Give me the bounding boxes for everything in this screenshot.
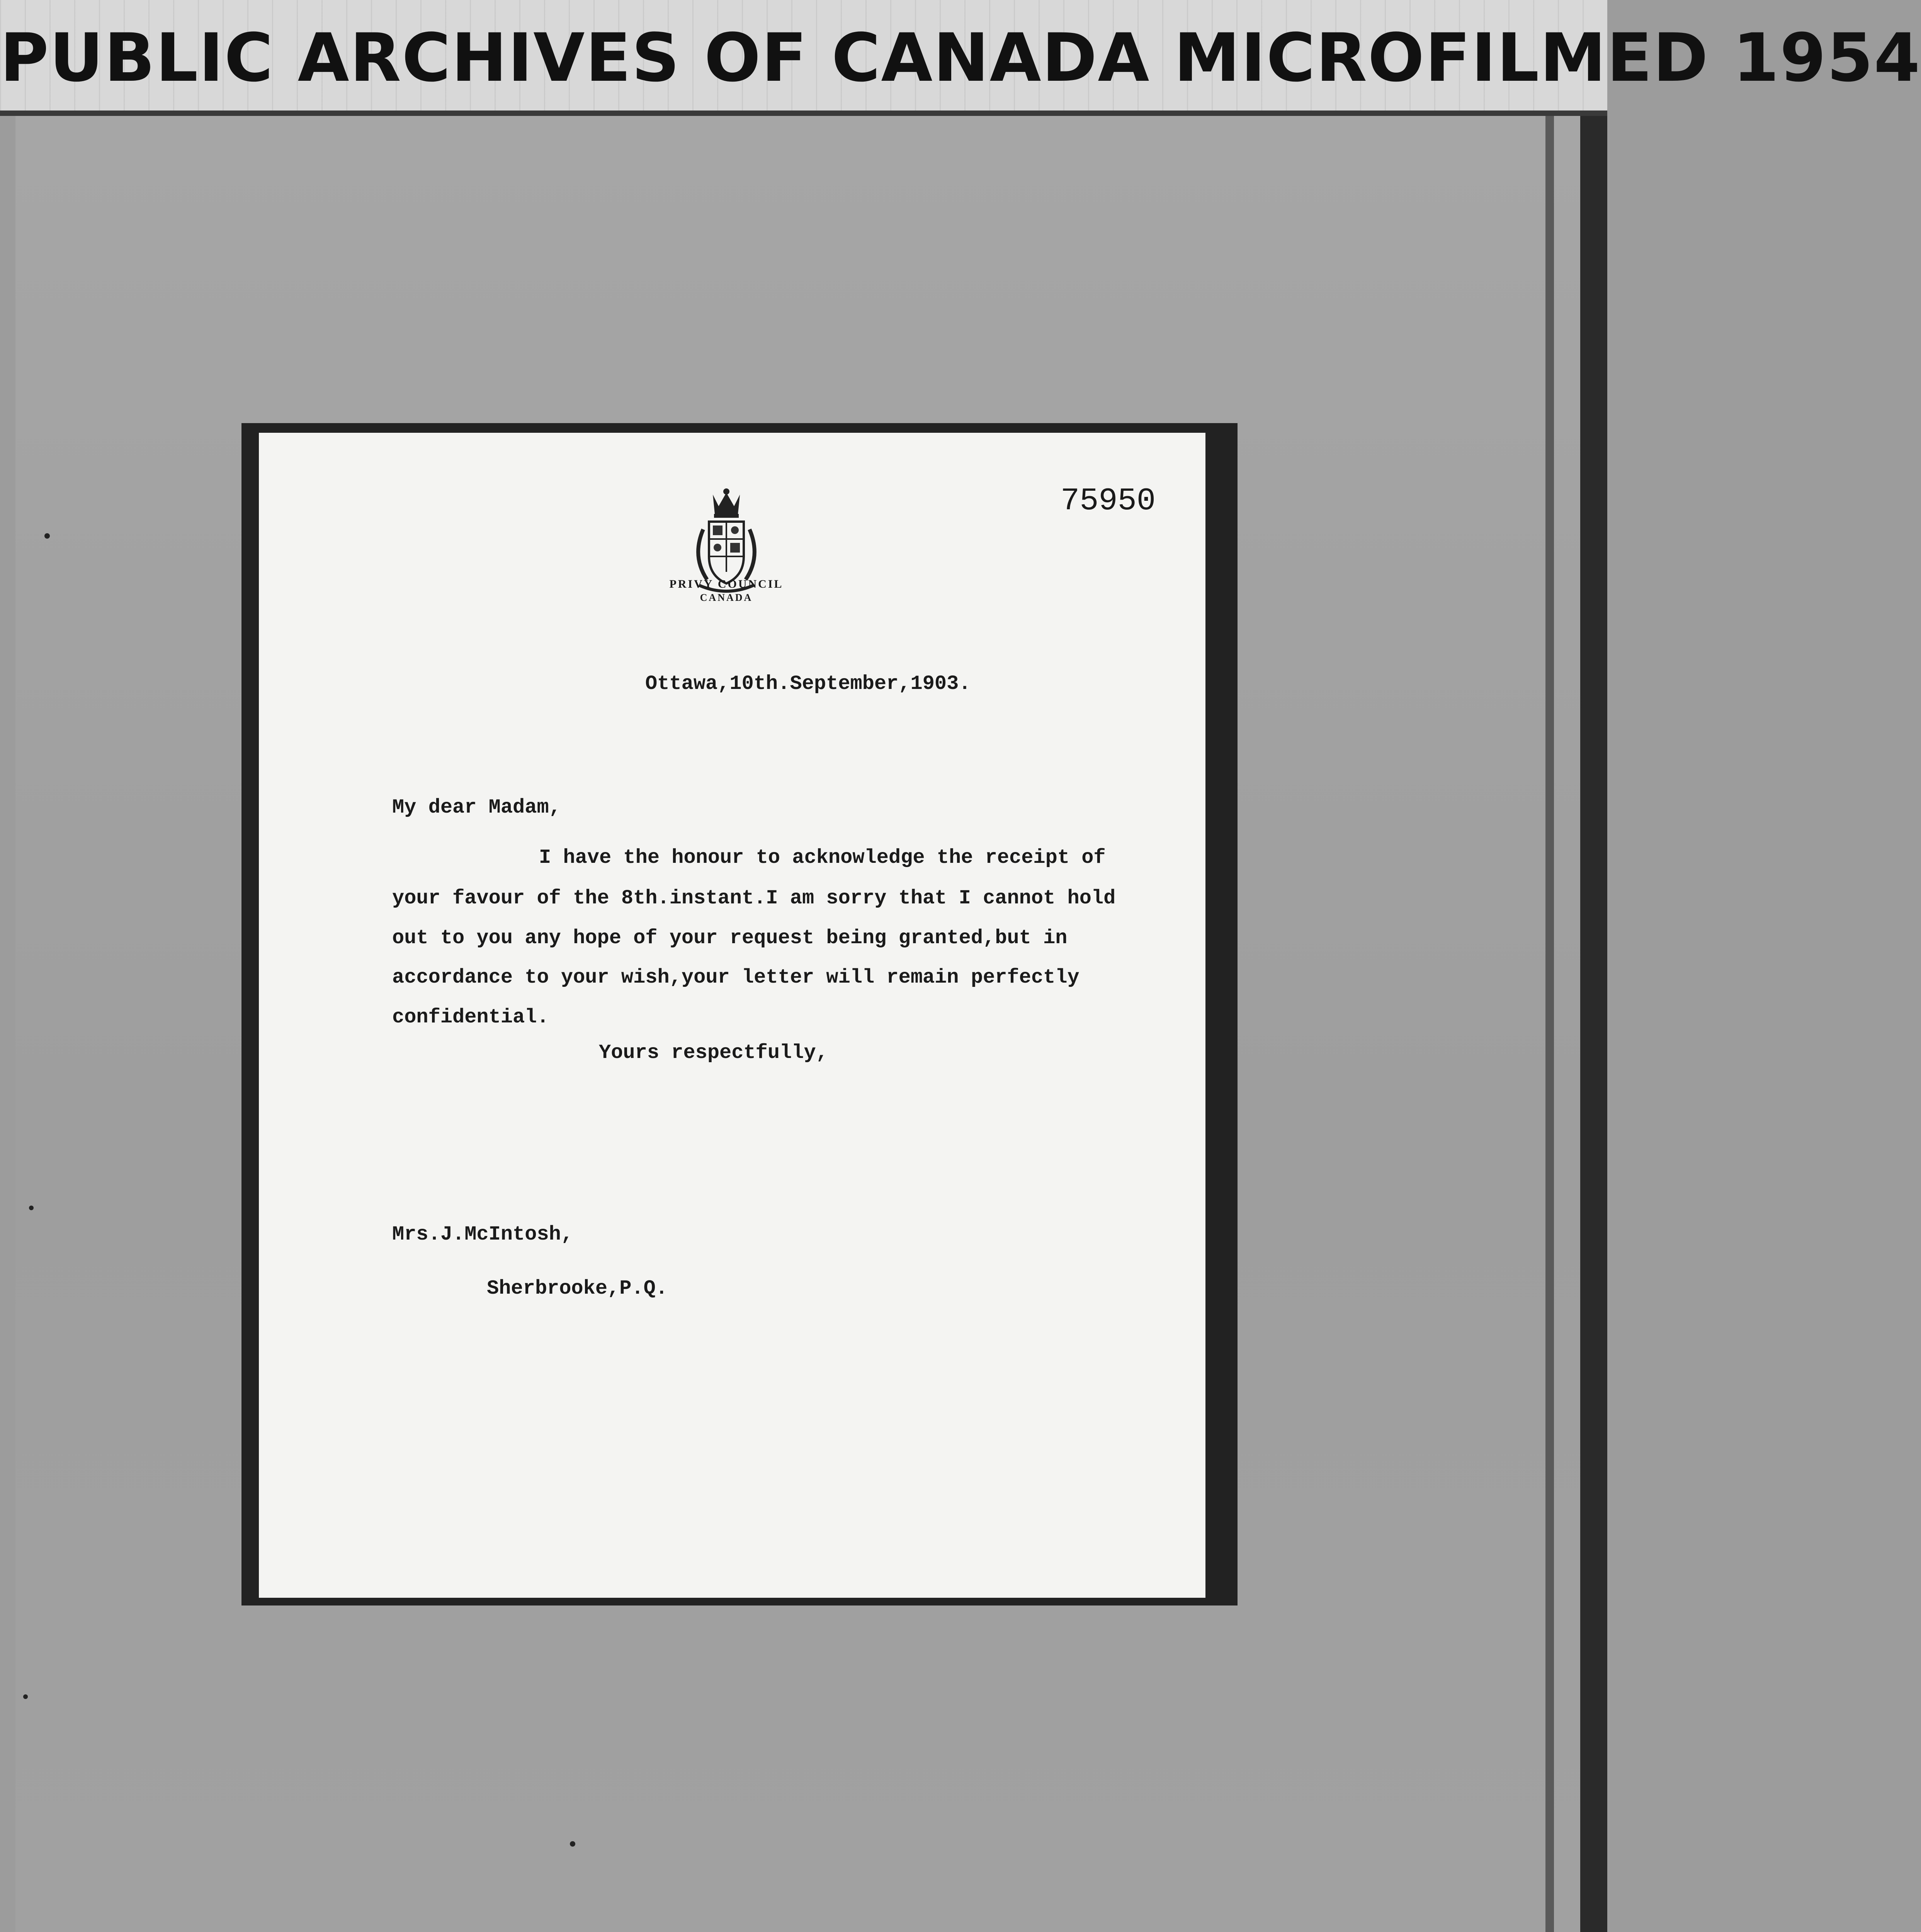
letter-salutation: My dear Madam, bbox=[392, 796, 561, 819]
microfilm-header-strip bbox=[0, 0, 1921, 116]
document-number: 75950 bbox=[1061, 483, 1156, 519]
letter-body-line: accordance to your wish,your letter will remain perfectly bbox=[392, 966, 1080, 989]
board-edge-line bbox=[1545, 116, 1554, 1932]
board-right-edge bbox=[1580, 116, 1607, 1932]
archive-title: PUBLIC ARCHIVES OF CANADA MICROFILMED 1954 bbox=[0, 19, 1921, 97]
letterhead-privy-council: PRIVY COUNCIL bbox=[669, 578, 784, 590]
letter-closing: Yours respectfully, bbox=[599, 1041, 828, 1064]
addressee-name: Mrs.J.McIntosh, bbox=[392, 1223, 573, 1246]
film-speck bbox=[570, 1841, 575, 1847]
film-speck bbox=[23, 1694, 28, 1699]
letter-sheet bbox=[259, 433, 1205, 1598]
letterhead-canada: CANADA bbox=[700, 592, 753, 603]
letter-body-line: your favour of the 8th.instant.I am sorry that I cannot hold bbox=[392, 887, 1116, 910]
film-speck bbox=[44, 533, 50, 539]
film-speck bbox=[29, 1206, 34, 1210]
addressee-place: Sherbrooke,P.Q. bbox=[487, 1277, 668, 1300]
letter-body-line: confidential. bbox=[392, 1006, 549, 1029]
letter-date: Ottawa,10th.September,1903. bbox=[645, 672, 971, 695]
letter-body-line: out to you any hope of your request being granted,but in bbox=[392, 927, 1068, 949]
letter-body-line: I have the honour to acknowledge the receipt of bbox=[539, 846, 1106, 869]
